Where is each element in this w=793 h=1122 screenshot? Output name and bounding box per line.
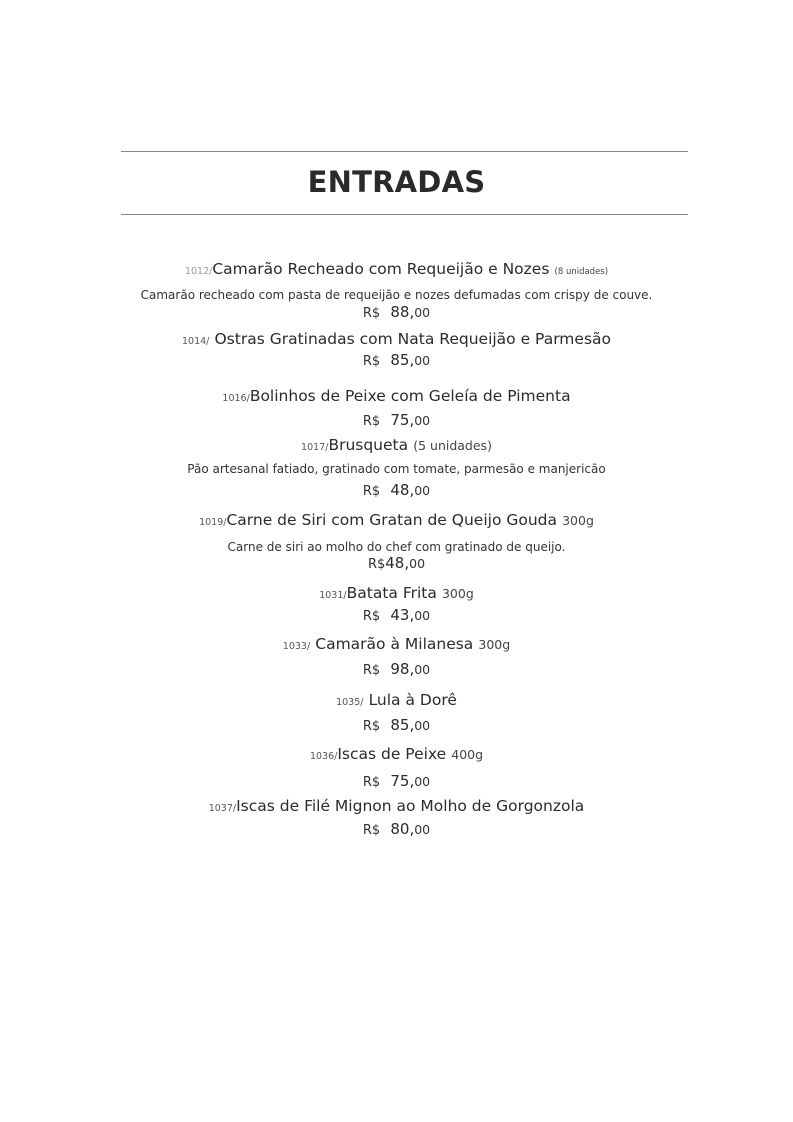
item-price bbox=[0, 410, 793, 429]
item-description-text: Carne de siri ao molho do chef com gratinado de queijo. bbox=[227, 540, 566, 554]
menu-item-title bbox=[0, 634, 793, 653]
menu-item-title bbox=[0, 690, 793, 709]
price-cents: 00 bbox=[414, 718, 431, 733]
price-amount: 85, bbox=[390, 716, 415, 734]
item-name: Batata Frita bbox=[346, 584, 437, 602]
item-code: 1012/ bbox=[184, 266, 213, 277]
item-code: 1019/ bbox=[199, 517, 227, 528]
item-name: Iscas de Filé Mignon ao Molho de Gorgonzola bbox=[236, 797, 585, 815]
currency: R$ bbox=[362, 354, 381, 369]
item-price bbox=[0, 302, 793, 321]
item-name: Bolinhos de Peixe com Geleía de Pimenta bbox=[249, 387, 571, 405]
price-amount: 85, bbox=[390, 351, 415, 369]
price-amount: 75, bbox=[390, 411, 415, 429]
item-name: Ostras Gratinadas com Nata Requeijão e Parmesão bbox=[214, 330, 611, 348]
item-price bbox=[0, 659, 793, 678]
item-description-text: Camarão recheado com pasta de requeijão e nozes defumadas com crispy de couve. bbox=[140, 288, 653, 302]
item-price bbox=[0, 819, 793, 838]
item-code: 1016/ bbox=[222, 393, 250, 404]
top-divider bbox=[121, 151, 688, 152]
menu-item-title bbox=[0, 259, 793, 278]
currency: R$ bbox=[362, 719, 381, 734]
menu-item-title bbox=[0, 796, 793, 815]
item-code: 1014/ bbox=[182, 336, 210, 347]
price-cents: 00 bbox=[414, 483, 431, 498]
currency: R$ bbox=[362, 775, 381, 790]
item-name: Camarão Recheado com Requeijão e Nozes bbox=[212, 260, 550, 278]
item-quantity: 400g bbox=[451, 747, 484, 762]
menu-item-title bbox=[0, 583, 793, 602]
item-price bbox=[0, 715, 793, 734]
item-description-text: Pão artesanal fatiado, gratinado com tomate, parmesão e manjericão bbox=[187, 462, 606, 476]
price-cents: 00 bbox=[409, 556, 426, 571]
currency: R$ bbox=[362, 484, 381, 499]
currency: R$ bbox=[362, 823, 381, 838]
price-cents: 00 bbox=[414, 305, 431, 320]
price-cents: 00 bbox=[414, 608, 431, 623]
item-name: Carne de Siri com Gratan de Queijo Gouda bbox=[226, 511, 558, 529]
price-amount: 80, bbox=[390, 820, 415, 838]
item-name: Brusqueta bbox=[328, 436, 409, 454]
price-cents: 00 bbox=[414, 353, 431, 368]
section-title: ENTRADAS bbox=[307, 165, 486, 199]
currency: R$ bbox=[362, 414, 381, 429]
price-amount: 98, bbox=[390, 660, 415, 678]
menu-item-title bbox=[0, 744, 793, 763]
currency: R$ bbox=[362, 306, 381, 321]
currency: R$ bbox=[362, 663, 381, 678]
price-amount: 48, bbox=[385, 554, 410, 572]
item-price bbox=[0, 605, 793, 624]
item-quantity: 300g bbox=[478, 637, 511, 652]
item-price bbox=[0, 771, 793, 790]
item-quantity: 300g bbox=[441, 586, 474, 601]
menu-item-title bbox=[0, 386, 793, 405]
item-quantity: (8 unidades) bbox=[554, 267, 609, 277]
price-cents: 00 bbox=[414, 822, 431, 837]
item-code: 1017/ bbox=[301, 442, 329, 453]
price-cents: 00 bbox=[414, 413, 431, 428]
currency: R$ bbox=[367, 557, 386, 572]
item-price bbox=[0, 480, 793, 499]
item-code: 1033/ bbox=[282, 641, 311, 652]
item-quantity: (5 unidades) bbox=[413, 438, 492, 453]
currency: R$ bbox=[362, 609, 381, 624]
item-price bbox=[0, 350, 793, 369]
item-price bbox=[0, 553, 793, 572]
price-cents: 00 bbox=[414, 774, 431, 789]
item-description bbox=[0, 284, 793, 303]
item-code: 1036/ bbox=[309, 751, 338, 762]
item-quantity: 300g bbox=[562, 513, 594, 528]
menu-item-title bbox=[0, 329, 793, 348]
menu-item-title bbox=[0, 510, 793, 529]
item-code: 1031/ bbox=[319, 590, 347, 601]
item-description bbox=[0, 458, 793, 477]
bottom-divider bbox=[121, 214, 688, 215]
item-name: Lula à Dorê bbox=[368, 691, 457, 709]
item-code: 1037/ bbox=[208, 803, 237, 814]
price-cents: 00 bbox=[414, 662, 431, 677]
menu-item-title bbox=[0, 435, 793, 454]
price-amount: 88, bbox=[390, 303, 415, 321]
price-amount: 43, bbox=[390, 606, 415, 624]
price-amount: 75, bbox=[390, 772, 415, 790]
item-name: Camarão à Milanesa bbox=[315, 635, 474, 653]
price-amount: 48, bbox=[390, 481, 415, 499]
item-name: Iscas de Peixe bbox=[337, 745, 447, 763]
item-code: 1035/ bbox=[336, 697, 364, 708]
